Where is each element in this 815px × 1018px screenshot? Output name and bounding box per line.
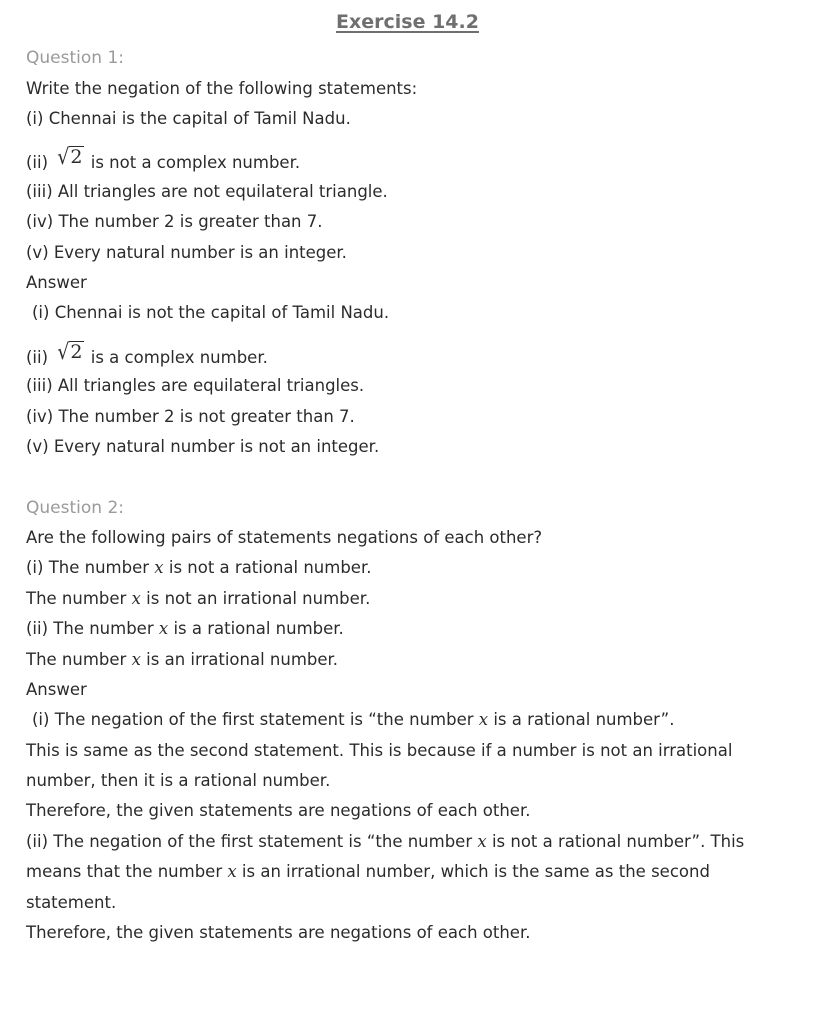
question-2-heading: Question 2: (26, 498, 124, 518)
statement-3: (iii) All triangles are not equilateral triangle. (26, 182, 388, 201)
exercise-title: Exercise 14.2 (336, 11, 479, 33)
statement-2: (ii) √2 is not a complex number. (26, 144, 301, 172)
statement-4: (iv) The number 2 is greater than 7. (26, 212, 323, 231)
answer-2-part-1-line-4: Therefore, the given statements are negations of each other. (26, 801, 531, 820)
answer-1-item-3: (iii) All triangles are equilateral triangles. (26, 376, 365, 395)
answer-2-part-2-line-3: statement. (26, 893, 117, 912)
pair-1-statement-a: (i) The number x is not a rational number. (26, 558, 372, 577)
sqrt-2-symbol: √2 (57, 144, 83, 170)
answer-1-item-4: (iv) The number 2 is not greater than 7. (26, 407, 355, 426)
answer-2-part-2-line-1: (ii) The negation of the first statement is “the number x is not a rational number”. This (26, 832, 745, 851)
question-1-heading: Question 1: (26, 48, 124, 68)
answer-1-label: Answer (26, 273, 87, 292)
pair-2-statement-b: The number x is an irrational number. (26, 650, 339, 669)
answer-2-part-2-line-4: Therefore, the given statements are negations of each other. (26, 923, 531, 942)
answer-2-part-1-line-2: This is same as the second statement. This is because if a number is not an irrational (26, 741, 733, 760)
answer-2-label: Answer (26, 680, 87, 699)
pair-2-statement-a: (ii) The number x is a rational number. (26, 619, 344, 638)
answer-2-part-2-line-2: means that the number x is an irrational number, which is the same as the second (26, 862, 710, 881)
answer-2-part-1-line-1: (i) The negation of the first statement is “the number x is a rational number”. (32, 710, 675, 729)
pair-1-statement-b: The number x is not an irrational number. (26, 589, 371, 608)
answer-1-item-5: (v) Every natural number is not an integer. (26, 437, 380, 456)
question-1-prompt: Write the negation of the following statements: (26, 79, 418, 98)
answer-1-item-2: (ii) √2 is a complex number. (26, 339, 268, 367)
answer-1-item-1: (i) Chennai is not the capital of Tamil Nadu. (32, 303, 390, 322)
sqrt-2-symbol: √2 (57, 339, 83, 365)
statement-5: (v) Every natural number is an integer. (26, 243, 347, 262)
question-2-prompt: Are the following pairs of statements negations of each other? (26, 528, 543, 547)
answer-2-part-1-line-3: number, then it is a rational number. (26, 771, 331, 790)
statement-1: (i) Chennai is the capital of Tamil Nadu. (26, 109, 351, 128)
